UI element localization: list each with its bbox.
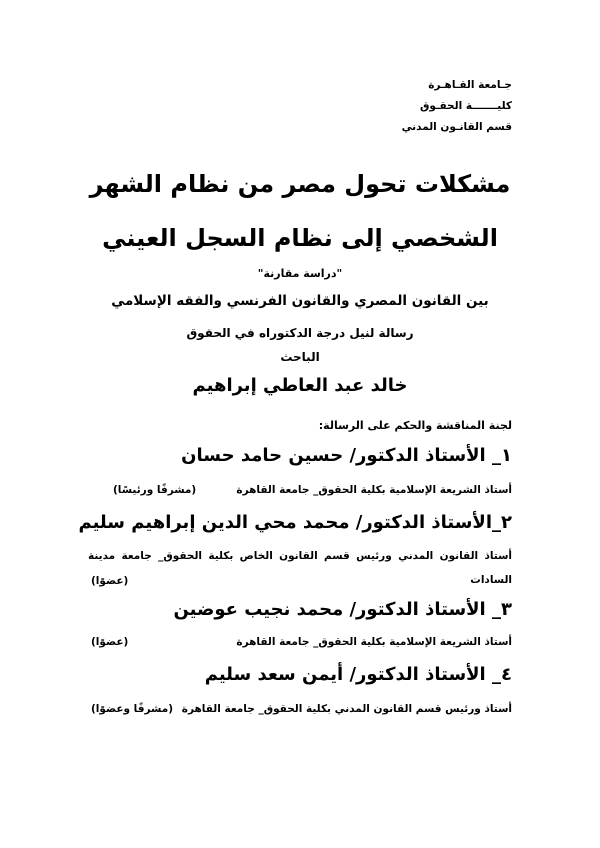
committee-member-3-name: ٣_ الأستاذ الدكتور/ محمد نجيب عوضين (173, 599, 512, 620)
committee-member-2-role: (عضوًا) (91, 575, 129, 587)
thesis-title-line-2: الشخصي إلى نظام السجل العيني (102, 224, 498, 252)
committee-heading: لجنة المناقشة والحكم على الرسالة: (318, 419, 512, 432)
committee-member-3-role: (عضوًا) (91, 636, 129, 648)
researcher-label: الباحث (280, 350, 320, 364)
comparison-line: بين القانون المصري والقانون الفرنسي والفقه الإسلامي (111, 293, 489, 309)
degree-line: رسالة لنيل درجة الدكتوراه في الحقوق (186, 326, 414, 340)
committee-member-1-description: أستاذ الشريعة الإسلامية بكلية الحقوق_ جامعة القاهرة (236, 484, 512, 496)
committee-member-3-description: أستاذ الشريعة الإسلامية بكلية الحقوق_ جامعة القاهرة (236, 636, 512, 648)
committee-member-4-name: ٤_ الأستاذ الدكتور/ أيمن سعد سليم (204, 664, 512, 685)
researcher-name: خالد عبد العاطي إبراهيم (192, 375, 408, 396)
department-name: قسم القانـون المدني (401, 121, 512, 133)
thesis-title-line-1: مشكلات تحول مصر من نظام الشهر (89, 170, 511, 198)
committee-member-2-name: ٢_الأستاذ الدكتور/ محمد محي الدين إبراهيم سليم (78, 512, 512, 533)
university-name: جـامعة القـاهـرة (428, 79, 512, 91)
committee-member-4-role: (مشرفًا وعضوًا) (91, 703, 174, 715)
faculty-name: كليـــــــة الحقـوق (419, 100, 512, 112)
committee-member-1-name: ١_ الأستاذ الدكتور/ حسين حامد حسان (181, 445, 512, 466)
committee-member-1-role: (مشرفًا ورئيسًا) (113, 484, 197, 496)
committee-member-2-description: أستاذ القانون المدني ورئيس قسم القانون الخاص بكلية الحقوق_ جامعة مدينة السادات (88, 550, 512, 586)
committee-member-4-description: أستاذ ورئيس قسم القانون المدني بكلية الحقوق_ جامعة القاهرة (181, 703, 512, 715)
study-type: "دراسة مقارنة" (257, 267, 343, 280)
